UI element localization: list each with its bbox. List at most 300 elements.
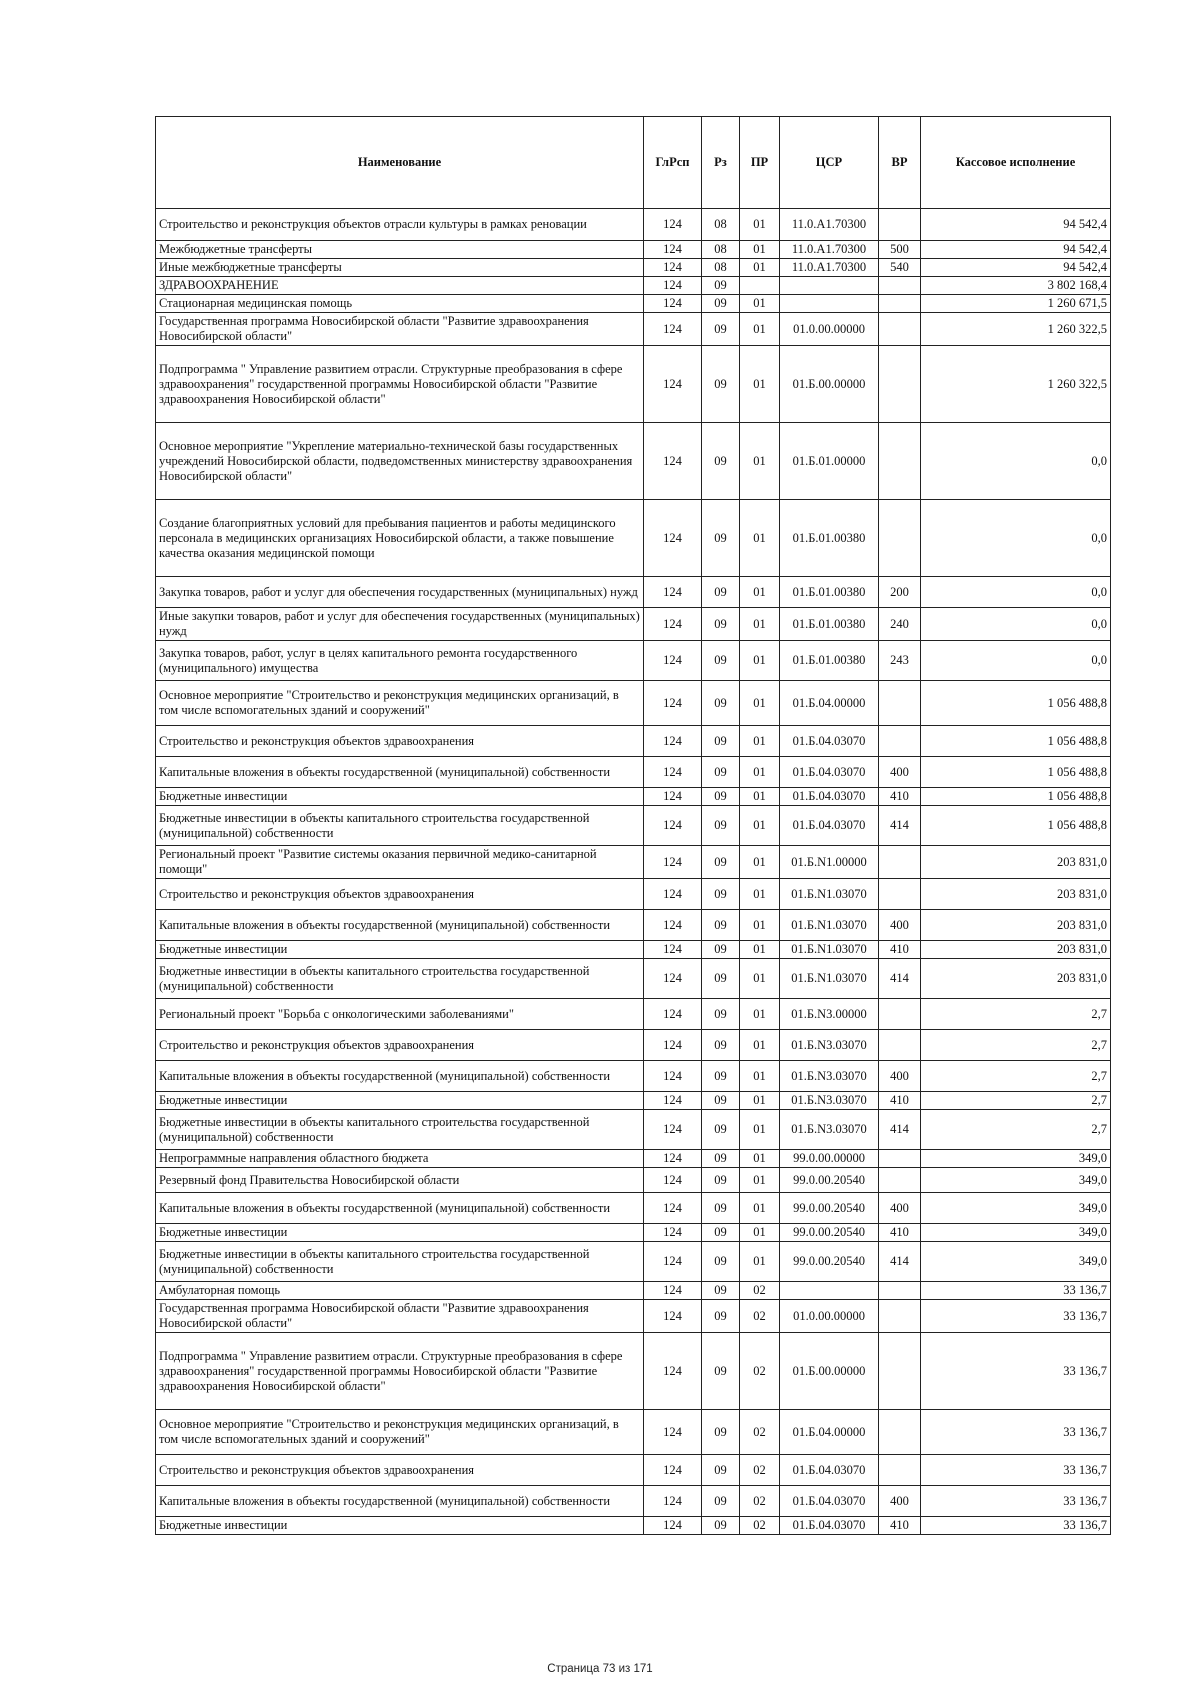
cell-csr: 01.Б.N3.03070: [780, 1030, 879, 1061]
page-number: Страница 73 из 171: [547, 1663, 653, 1675]
table-row: [156, 608, 1111, 641]
cell-pr: 01: [740, 500, 780, 577]
cell-vr: [879, 1030, 921, 1061]
table-body: [156, 209, 1111, 1535]
cell-vr: [879, 681, 921, 726]
cell-name: Бюджетные инвестиции: [156, 1224, 644, 1242]
cell-amount: 33 136,7: [921, 1486, 1111, 1517]
cell-csr: 01.Б.04.00000: [780, 1410, 879, 1455]
cell-pr: 01: [740, 577, 780, 608]
header-glrsp: ГлРсп: [644, 117, 702, 209]
cell-csr: 01.Б.04.03070: [780, 726, 879, 757]
cell-csr: 01.Б.N1.03070: [780, 910, 879, 941]
cell-rz: 09: [702, 1300, 740, 1333]
budget-table: [155, 116, 1111, 1535]
cell-amount: 2,7: [921, 1092, 1111, 1110]
table-row: [156, 788, 1111, 806]
cell-amount: 349,0: [921, 1224, 1111, 1242]
cell-pr: 01: [740, 999, 780, 1030]
cell-name: Капитальные вложения в объекты государственной (муниципальной) собственности: [156, 910, 644, 941]
cell-csr: [780, 295, 879, 313]
cell-csr: 01.Б.04.03070: [780, 806, 879, 846]
table-row: [156, 423, 1111, 500]
cell-name: Создание благоприятных условий для пребывания пациентов и работы медицинского персонала в медицинских организациях Новосибирской области, а также повышение качества оказания медицинской помощи: [156, 500, 644, 577]
cell-name: Бюджетные инвестиции в объекты капитального строительства государственной (муниципальной) собственности: [156, 959, 644, 999]
cell-csr: 11.0.А1.70300: [780, 241, 879, 259]
cell-pr: 01: [740, 910, 780, 941]
cell-csr: 01.Б.04.03070: [780, 788, 879, 806]
cell-vr: 240: [879, 608, 921, 641]
cell-amount: 0,0: [921, 423, 1111, 500]
cell-vr: 414: [879, 806, 921, 846]
cell-rz: 09: [702, 1150, 740, 1168]
cell-vr: [879, 1168, 921, 1193]
cell-glrsp: 124: [644, 1333, 702, 1410]
header-csr: ЦСР: [780, 117, 879, 209]
cell-rz: 09: [702, 941, 740, 959]
cell-vr: 410: [879, 1092, 921, 1110]
cell-rz: 09: [702, 1168, 740, 1193]
cell-amount: 349,0: [921, 1168, 1111, 1193]
cell-csr: 01.Б.04.00000: [780, 681, 879, 726]
cell-amount: 1 260 322,5: [921, 313, 1111, 346]
cell-name: Бюджетные инвестиции: [156, 788, 644, 806]
cell-csr: 01.Б.01.00380: [780, 608, 879, 641]
cell-name: Государственная программа Новосибирской области "Развитие здравоохранения Новосибирской области": [156, 1300, 644, 1333]
cell-name: Региональный проект "Борьба с онкологическими заболеваниями": [156, 999, 644, 1030]
cell-vr: [879, 500, 921, 577]
table-header-row: [156, 117, 1111, 209]
table-row: [156, 941, 1111, 959]
cell-glrsp: 124: [644, 959, 702, 999]
cell-pr: 01: [740, 757, 780, 788]
cell-csr: 01.Б.04.03070: [780, 1486, 879, 1517]
cell-vr: 414: [879, 959, 921, 999]
table-row: [156, 681, 1111, 726]
cell-glrsp: 124: [644, 879, 702, 910]
cell-vr: [879, 1282, 921, 1300]
cell-pr: 01: [740, 313, 780, 346]
cell-name: Основное мероприятие "Строительство и реконструкция медицинских организаций, в том числе вспомогательных зданий и сооружений": [156, 1410, 644, 1455]
cell-glrsp: 124: [644, 1224, 702, 1242]
cell-rz: 09: [702, 1333, 740, 1410]
cell-amount: 94 542,4: [921, 209, 1111, 241]
table-row: [156, 846, 1111, 879]
cell-amount: 33 136,7: [921, 1282, 1111, 1300]
cell-pr: 01: [740, 241, 780, 259]
cell-rz: 09: [702, 681, 740, 726]
cell-rz: 09: [702, 999, 740, 1030]
cell-pr: 01: [740, 423, 780, 500]
header-vr: ВР: [879, 117, 921, 209]
cell-rz: 09: [702, 1486, 740, 1517]
cell-rz: 09: [702, 1282, 740, 1300]
cell-pr: 02: [740, 1410, 780, 1455]
cell-glrsp: 124: [644, 1168, 702, 1193]
cell-glrsp: 124: [644, 423, 702, 500]
cell-vr: [879, 346, 921, 423]
cell-name: Строительство и реконструкция объектов отрасли культуры в рамках реновации: [156, 209, 644, 241]
cell-amount: 1 260 671,5: [921, 295, 1111, 313]
cell-vr: 400: [879, 757, 921, 788]
cell-csr: 11.0.А1.70300: [780, 259, 879, 277]
cell-name: Капитальные вложения в объекты государственной (муниципальной) собственности: [156, 1486, 644, 1517]
cell-pr: 01: [740, 259, 780, 277]
cell-rz: 09: [702, 1410, 740, 1455]
cell-name: ЗДРАВООХРАНЕНИЕ: [156, 277, 644, 295]
cell-csr: 01.Б.N3.00000: [780, 999, 879, 1030]
table-row: [156, 910, 1111, 941]
cell-rz: 08: [702, 209, 740, 241]
cell-name: Межбюджетные трансферты: [156, 241, 644, 259]
header-name: Наименование: [156, 117, 644, 209]
cell-glrsp: 124: [644, 726, 702, 757]
cell-csr: 99.0.00.20540: [780, 1193, 879, 1224]
cell-csr: 01.Б.01.00000: [780, 423, 879, 500]
cell-vr: 414: [879, 1110, 921, 1150]
cell-glrsp: 124: [644, 1030, 702, 1061]
cell-glrsp: 124: [644, 1061, 702, 1092]
cell-pr: 01: [740, 1030, 780, 1061]
cell-vr: [879, 1300, 921, 1333]
cell-rz: 09: [702, 806, 740, 846]
cell-vr: 243: [879, 641, 921, 681]
cell-amount: 33 136,7: [921, 1410, 1111, 1455]
cell-vr: 410: [879, 788, 921, 806]
table-row: [156, 1030, 1111, 1061]
cell-name: Бюджетные инвестиции в объекты капитального строительства государственной (муниципальной) собственности: [156, 806, 644, 846]
cell-glrsp: 124: [644, 757, 702, 788]
cell-csr: 01.Б.04.03070: [780, 1517, 879, 1535]
cell-glrsp: 124: [644, 910, 702, 941]
cell-pr: 01: [740, 1092, 780, 1110]
cell-name: Строительство и реконструкция объектов здравоохранения: [156, 879, 644, 910]
cell-csr: 01.Б.N3.03070: [780, 1061, 879, 1092]
cell-pr: 02: [740, 1300, 780, 1333]
cell-csr: 01.Б.N1.03070: [780, 941, 879, 959]
table-row: [156, 1150, 1111, 1168]
table-row: [156, 1224, 1111, 1242]
table-row: [156, 1092, 1111, 1110]
cell-vr: 400: [879, 1486, 921, 1517]
cell-rz: 09: [702, 346, 740, 423]
cell-pr: 01: [740, 641, 780, 681]
table-row: [156, 1242, 1111, 1282]
cell-amount: 1 056 488,8: [921, 788, 1111, 806]
cell-rz: 09: [702, 1242, 740, 1282]
cell-vr: [879, 1455, 921, 1486]
cell-amount: 2,7: [921, 1030, 1111, 1061]
cell-amount: 0,0: [921, 608, 1111, 641]
cell-pr: [740, 277, 780, 295]
cell-vr: [879, 423, 921, 500]
cell-name: Подпрограмма " Управление развитием отрасли. Структурные преобразования в сфере здравоохранения" государственной программы Новосибирской области "Развитие здравоохранения Новосибирской области": [156, 346, 644, 423]
cell-amount: 0,0: [921, 577, 1111, 608]
cell-rz: 09: [702, 1092, 740, 1110]
cell-vr: [879, 879, 921, 910]
cell-amount: 349,0: [921, 1150, 1111, 1168]
cell-csr: 01.Б.00.00000: [780, 346, 879, 423]
cell-rz: 08: [702, 259, 740, 277]
cell-name: Бюджетные инвестиции в объекты капитального строительства государственной (муниципальной) собственности: [156, 1242, 644, 1282]
cell-amount: 33 136,7: [921, 1300, 1111, 1333]
cell-amount: 33 136,7: [921, 1333, 1111, 1410]
cell-name: Амбулаторная помощь: [156, 1282, 644, 1300]
table-row: [156, 1300, 1111, 1333]
cell-pr: 01: [740, 1224, 780, 1242]
cell-vr: 410: [879, 1224, 921, 1242]
cell-name: Капитальные вложения в объекты государственной (муниципальной) собственности: [156, 757, 644, 788]
cell-rz: 09: [702, 757, 740, 788]
cell-rz: 09: [702, 726, 740, 757]
cell-pr: 01: [740, 295, 780, 313]
cell-pr: 02: [740, 1282, 780, 1300]
cell-name: Бюджетные инвестиции в объекты капитального строительства государственной (муниципальной) собственности: [156, 1110, 644, 1150]
table-row: [156, 879, 1111, 910]
table-row: [156, 1455, 1111, 1486]
cell-glrsp: 124: [644, 577, 702, 608]
cell-vr: [879, 1150, 921, 1168]
cell-rz: 09: [702, 1517, 740, 1535]
cell-csr: 01.Б.01.00380: [780, 641, 879, 681]
table-row: [156, 1061, 1111, 1092]
table-row: [156, 1517, 1111, 1535]
cell-vr: 400: [879, 1193, 921, 1224]
table-row: [156, 1486, 1111, 1517]
cell-rz: 09: [702, 423, 740, 500]
cell-amount: 349,0: [921, 1242, 1111, 1282]
cell-name: Подпрограмма " Управление развитием отрасли. Структурные преобразования в сфере здравоохранения" государственной программы Новосибирской области "Развитие здравоохранения Новосибирской области": [156, 1333, 644, 1410]
cell-pr: 01: [740, 681, 780, 726]
table-row: [156, 500, 1111, 577]
cell-csr: 01.Б.N1.00000: [780, 846, 879, 879]
cell-pr: 01: [740, 879, 780, 910]
cell-vr: 500: [879, 241, 921, 259]
cell-csr: 99.0.00.20540: [780, 1224, 879, 1242]
cell-name: Иные межбюджетные трансферты: [156, 259, 644, 277]
cell-vr: [879, 295, 921, 313]
cell-glrsp: 124: [644, 1150, 702, 1168]
table-row: [156, 259, 1111, 277]
cell-name: Бюджетные инвестиции: [156, 941, 644, 959]
cell-name: Основное мероприятие "Строительство и реконструкция медицинских организаций, в том числе вспомогательных зданий и сооружений": [156, 681, 644, 726]
table-row: [156, 1333, 1111, 1410]
table-row: [156, 577, 1111, 608]
cell-csr: [780, 277, 879, 295]
cell-csr: 01.Б.01.00380: [780, 500, 879, 577]
cell-rz: 09: [702, 608, 740, 641]
cell-amount: 1 260 322,5: [921, 346, 1111, 423]
cell-name: Строительство и реконструкция объектов здравоохранения: [156, 1030, 644, 1061]
cell-vr: 540: [879, 259, 921, 277]
cell-rz: 09: [702, 277, 740, 295]
cell-rz: 09: [702, 641, 740, 681]
cell-name: Региональный проект "Развитие системы оказания первичной медико-санитарной помощи": [156, 846, 644, 879]
table-row: [156, 346, 1111, 423]
cell-csr: 01.Б.N3.03070: [780, 1110, 879, 1150]
cell-csr: 11.0.А1.70300: [780, 209, 879, 241]
cell-pr: 01: [740, 846, 780, 879]
cell-vr: [879, 999, 921, 1030]
cell-glrsp: 124: [644, 241, 702, 259]
cell-glrsp: 124: [644, 1110, 702, 1150]
cell-pr: 01: [740, 788, 780, 806]
cell-pr: 01: [740, 1110, 780, 1150]
cell-rz: 09: [702, 959, 740, 999]
cell-rz: 09: [702, 879, 740, 910]
cell-amount: 33 136,7: [921, 1517, 1111, 1535]
cell-glrsp: 124: [644, 209, 702, 241]
cell-csr: [780, 1282, 879, 1300]
table-row: [156, 277, 1111, 295]
table-row: [156, 241, 1111, 259]
cell-pr: 02: [740, 1517, 780, 1535]
table-row: [156, 726, 1111, 757]
table-row: [156, 295, 1111, 313]
cell-rz: 09: [702, 846, 740, 879]
cell-vr: 414: [879, 1242, 921, 1282]
cell-name: Иные закупки товаров, работ и услуг для обеспечения государственных (муниципальных) нужд: [156, 608, 644, 641]
cell-pr: 02: [740, 1486, 780, 1517]
table-row: [156, 641, 1111, 681]
cell-name: Непрограммные направления областного бюджета: [156, 1150, 644, 1168]
cell-vr: [879, 209, 921, 241]
cell-vr: 410: [879, 941, 921, 959]
cell-amount: 2,7: [921, 1110, 1111, 1150]
table-row: [156, 1193, 1111, 1224]
cell-amount: 1 056 488,8: [921, 726, 1111, 757]
cell-glrsp: 124: [644, 641, 702, 681]
cell-rz: 09: [702, 1030, 740, 1061]
cell-glrsp: 124: [644, 999, 702, 1030]
cell-csr: 01.Б.N1.03070: [780, 879, 879, 910]
cell-pr: 01: [740, 608, 780, 641]
cell-name: Бюджетные инвестиции: [156, 1517, 644, 1535]
cell-name: Капитальные вложения в объекты государственной (муниципальной) собственности: [156, 1193, 644, 1224]
cell-name: Государственная программа Новосибирской области "Развитие здравоохранения Новосибирской области": [156, 313, 644, 346]
cell-name: Закупка товаров, работ и услуг для обеспечения государственных (муниципальных) нужд: [156, 577, 644, 608]
cell-pr: 01: [740, 941, 780, 959]
cell-vr: [879, 277, 921, 295]
cell-glrsp: 124: [644, 1455, 702, 1486]
cell-rz: 09: [702, 1224, 740, 1242]
cell-rz: 08: [702, 241, 740, 259]
cell-name: Строительство и реконструкция объектов здравоохранения: [156, 726, 644, 757]
cell-amount: 94 542,4: [921, 259, 1111, 277]
cell-vr: [879, 313, 921, 346]
cell-glrsp: 124: [644, 313, 702, 346]
cell-amount: 94 542,4: [921, 241, 1111, 259]
cell-glrsp: 124: [644, 788, 702, 806]
cell-name: Основное мероприятие "Укрепление материально-технической базы государственных учреждений Новосибирской области, подведомственных министерству здравоохранения Новосибирской области": [156, 423, 644, 500]
cell-vr: 200: [879, 577, 921, 608]
cell-rz: 09: [702, 1110, 740, 1150]
cell-amount: 203 831,0: [921, 879, 1111, 910]
table-row: [156, 806, 1111, 846]
cell-glrsp: 124: [644, 1092, 702, 1110]
cell-amount: 33 136,7: [921, 1455, 1111, 1486]
cell-glrsp: 124: [644, 608, 702, 641]
cell-csr: 01.0.00.00000: [780, 313, 879, 346]
cell-glrsp: 124: [644, 1486, 702, 1517]
cell-glrsp: 124: [644, 1282, 702, 1300]
cell-name: Бюджетные инвестиции: [156, 1092, 644, 1110]
cell-rz: 09: [702, 1061, 740, 1092]
cell-amount: 2,7: [921, 1061, 1111, 1092]
cell-pr: 01: [740, 1242, 780, 1282]
cell-name: Капитальные вложения в объекты государственной (муниципальной) собственности: [156, 1061, 644, 1092]
cell-pr: 01: [740, 209, 780, 241]
cell-pr: 01: [740, 1061, 780, 1092]
cell-csr: 01.Б.04.03070: [780, 757, 879, 788]
cell-pr: 01: [740, 346, 780, 423]
cell-glrsp: 124: [644, 681, 702, 726]
cell-amount: 2,7: [921, 999, 1111, 1030]
cell-pr: 01: [740, 959, 780, 999]
cell-glrsp: 124: [644, 1193, 702, 1224]
cell-csr: 01.Б.N3.03070: [780, 1092, 879, 1110]
cell-rz: 09: [702, 500, 740, 577]
cell-rz: 09: [702, 1193, 740, 1224]
table-row: [156, 313, 1111, 346]
cell-amount: 1 056 488,8: [921, 757, 1111, 788]
cell-rz: 09: [702, 788, 740, 806]
cell-csr: 01.Б.00.00000: [780, 1333, 879, 1410]
cell-amount: 3 802 168,4: [921, 277, 1111, 295]
cell-glrsp: 124: [644, 1410, 702, 1455]
cell-amount: 349,0: [921, 1193, 1111, 1224]
cell-glrsp: 124: [644, 846, 702, 879]
cell-amount: 203 831,0: [921, 959, 1111, 999]
cell-amount: 1 056 488,8: [921, 681, 1111, 726]
table-row: [156, 1410, 1111, 1455]
cell-pr: 01: [740, 1168, 780, 1193]
cell-vr: 410: [879, 1517, 921, 1535]
cell-pr: 02: [740, 1333, 780, 1410]
cell-glrsp: 124: [644, 1517, 702, 1535]
cell-glrsp: 124: [644, 1242, 702, 1282]
cell-amount: 0,0: [921, 641, 1111, 681]
cell-name: Закупка товаров, работ, услуг в целях капитального ремонта государственного (муниципального) имущества: [156, 641, 644, 681]
table-row: [156, 1282, 1111, 1300]
table-row: [156, 999, 1111, 1030]
cell-rz: 09: [702, 295, 740, 313]
cell-rz: 09: [702, 1455, 740, 1486]
table-row: [156, 757, 1111, 788]
cell-glrsp: 124: [644, 941, 702, 959]
cell-glrsp: 124: [644, 806, 702, 846]
cell-vr: [879, 726, 921, 757]
cell-glrsp: 124: [644, 500, 702, 577]
cell-csr: 01.Б.04.03070: [780, 1455, 879, 1486]
table-row: [156, 959, 1111, 999]
cell-pr: 01: [740, 726, 780, 757]
cell-glrsp: 124: [644, 277, 702, 295]
header-pr: ПР: [740, 117, 780, 209]
cell-name: Стационарная медицинская помощь: [156, 295, 644, 313]
cell-vr: 400: [879, 910, 921, 941]
cell-csr: 99.0.00.00000: [780, 1150, 879, 1168]
cell-vr: 400: [879, 1061, 921, 1092]
cell-rz: 09: [702, 313, 740, 346]
cell-pr: 02: [740, 1455, 780, 1486]
cell-vr: [879, 846, 921, 879]
cell-vr: [879, 1410, 921, 1455]
cell-csr: 99.0.00.20540: [780, 1242, 879, 1282]
cell-amount: 1 056 488,8: [921, 806, 1111, 846]
header-amount: Кассовое исполнение: [921, 117, 1111, 209]
table-row: [156, 1168, 1111, 1193]
